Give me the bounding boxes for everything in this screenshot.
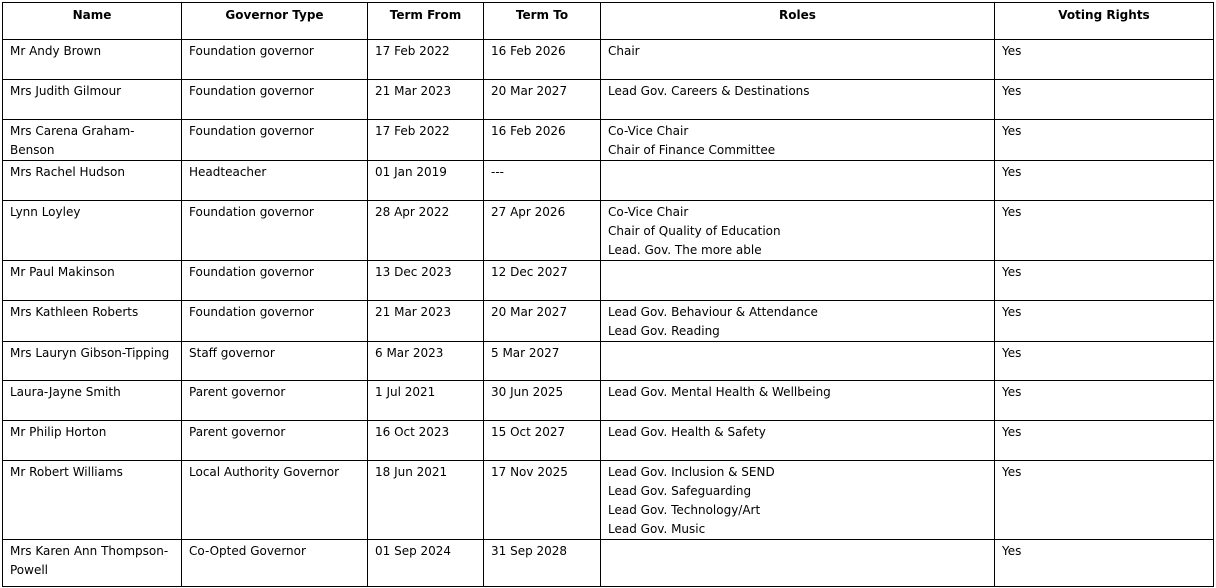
cell-name: Mrs Rachel Hudson xyxy=(3,161,182,201)
header-voting-rights: Voting Rights xyxy=(995,3,1214,40)
cell-voting-rights: Yes xyxy=(995,342,1214,381)
cell-voting-rights: Yes xyxy=(995,261,1214,301)
header-roles: Roles xyxy=(601,3,995,40)
cell-name: Mr Philip Horton xyxy=(3,421,182,461)
cell-term-to: 12 Dec 2027 xyxy=(484,261,601,301)
cell-roles xyxy=(601,80,995,120)
cell-term-to: 17 Nov 2025 xyxy=(484,461,601,540)
cell-roles xyxy=(601,120,995,161)
role-item: Lead Gov. Health & Safety xyxy=(608,425,766,439)
table-row xyxy=(3,342,1214,381)
header-row xyxy=(3,3,1214,40)
role-item: Lead Gov. Careers & Destinations xyxy=(608,84,810,98)
header-term-from: Term From xyxy=(368,3,484,40)
cell-roles xyxy=(601,161,995,201)
role-item: Lead Gov. Music xyxy=(608,522,706,536)
cell-name: Mr Andy Brown xyxy=(3,40,182,80)
cell-name: Mrs Lauryn Gibson-Tipping xyxy=(3,342,182,381)
cell-name: Mrs Carena Graham-Benson xyxy=(3,120,182,161)
cell-governor-type: Headteacher xyxy=(182,161,368,201)
cell-governor-type: Foundation governor xyxy=(182,261,368,301)
role-item: Chair xyxy=(608,44,640,58)
cell-term-to: 5 Mar 2027 xyxy=(484,342,601,381)
cell-term-to: 30 Jun 2025 xyxy=(484,381,601,421)
cell-governor-type: Foundation governor xyxy=(182,80,368,120)
cell-voting-rights: Yes xyxy=(995,421,1214,461)
role-item: Co-Vice Chair xyxy=(608,205,689,219)
cell-governor-type: Co-Opted Governor xyxy=(182,540,368,587)
cell-term-from: 17 Feb 2022 xyxy=(368,120,484,161)
cell-governor-type: Staff governor xyxy=(182,342,368,381)
cell-governor-type: Parent governor xyxy=(182,421,368,461)
table-row xyxy=(3,120,1214,161)
role-item: Lead Gov. Mental Health & Wellbeing xyxy=(608,385,831,399)
cell-name: Laura-Jayne Smith xyxy=(3,381,182,421)
cell-term-from: 17 Feb 2022 xyxy=(368,40,484,80)
header-term-to: Term To xyxy=(484,3,601,40)
table-row xyxy=(3,40,1214,80)
role-item: Lead Gov. Reading xyxy=(608,324,720,338)
cell-governor-type: Foundation governor xyxy=(182,40,368,80)
cell-term-from: 1 Jul 2021 xyxy=(368,381,484,421)
role-item: Lead Gov. Safeguarding xyxy=(608,484,752,498)
cell-term-from: 28 Apr 2022 xyxy=(368,201,484,261)
cell-voting-rights: Yes xyxy=(995,120,1214,161)
cell-term-from: 16 Oct 2023 xyxy=(368,421,484,461)
cell-roles xyxy=(601,381,995,421)
cell-term-to: 31 Sep 2028 xyxy=(484,540,601,587)
role-item: Lead Gov. Inclusion & SEND xyxy=(608,465,775,479)
cell-name: Mrs Karen Ann Thompson-Powell xyxy=(3,540,182,587)
table-body xyxy=(3,40,1214,587)
role-item: Lead Gov. Technology/Art xyxy=(608,503,761,517)
cell-governor-type: Foundation governor xyxy=(182,120,368,161)
cell-term-from: 6 Mar 2023 xyxy=(368,342,484,381)
table-row xyxy=(3,461,1214,540)
cell-name: Mr Paul Makinson xyxy=(3,261,182,301)
cell-voting-rights: Yes xyxy=(995,161,1214,201)
table-row xyxy=(3,261,1214,301)
cell-term-to: 16 Feb 2026 xyxy=(484,120,601,161)
cell-term-from: 01 Sep 2024 xyxy=(368,540,484,587)
cell-term-to: 16 Feb 2026 xyxy=(484,40,601,80)
cell-roles xyxy=(601,40,995,80)
cell-governor-type: Foundation governor xyxy=(182,201,368,261)
cell-voting-rights: Yes xyxy=(995,40,1214,80)
cell-governor-type: Local Authority Governor xyxy=(182,461,368,540)
cell-roles xyxy=(601,301,995,342)
cell-voting-rights: Yes xyxy=(995,201,1214,261)
cell-roles xyxy=(601,201,995,261)
cell-voting-rights: Yes xyxy=(995,540,1214,587)
table-row xyxy=(3,540,1214,587)
table-row xyxy=(3,80,1214,120)
cell-roles xyxy=(601,342,995,381)
cell-term-to: 20 Mar 2027 xyxy=(484,80,601,120)
cell-name: Mr Robert Williams xyxy=(3,461,182,540)
role-item: Lead. Gov. The more able xyxy=(608,243,762,257)
role-item: Chair of Quality of Education xyxy=(608,224,781,238)
cell-roles xyxy=(601,540,995,587)
governors-table xyxy=(2,2,1214,587)
table-row xyxy=(3,201,1214,261)
cell-roles xyxy=(601,261,995,301)
table-row xyxy=(3,161,1214,201)
cell-term-from: 13 Dec 2023 xyxy=(368,261,484,301)
cell-name: Lynn Loyley xyxy=(3,201,182,261)
cell-name: Mrs Judith Gilmour xyxy=(3,80,182,120)
table-row xyxy=(3,381,1214,421)
cell-voting-rights: Yes xyxy=(995,461,1214,540)
cell-name: Mrs Kathleen Roberts xyxy=(3,301,182,342)
role-item: Chair of Finance Committee xyxy=(608,143,776,157)
cell-voting-rights: Yes xyxy=(995,381,1214,421)
cell-term-to: 20 Mar 2027 xyxy=(484,301,601,342)
cell-term-to: 15 Oct 2027 xyxy=(484,421,601,461)
cell-roles xyxy=(601,461,995,540)
cell-term-from: 21 Mar 2023 xyxy=(368,301,484,342)
cell-governor-type: Parent governor xyxy=(182,381,368,421)
table-row xyxy=(3,421,1214,461)
role-item: Lead Gov. Behaviour & Attendance xyxy=(608,305,818,319)
cell-term-to: 27 Apr 2026 xyxy=(484,201,601,261)
cell-governor-type: Foundation governor xyxy=(182,301,368,342)
role-item: Co-Vice Chair xyxy=(608,124,689,138)
cell-term-from: 01 Jan 2019 xyxy=(368,161,484,201)
header-governor-type: Governor Type xyxy=(182,3,368,40)
cell-term-from: 21 Mar 2023 xyxy=(368,80,484,120)
cell-term-from: 18 Jun 2021 xyxy=(368,461,484,540)
cell-voting-rights: Yes xyxy=(995,301,1214,342)
table-row xyxy=(3,301,1214,342)
cell-voting-rights: Yes xyxy=(995,80,1214,120)
cell-term-to: --- xyxy=(484,161,601,201)
cell-roles xyxy=(601,421,995,461)
header-name: Name xyxy=(3,3,182,40)
